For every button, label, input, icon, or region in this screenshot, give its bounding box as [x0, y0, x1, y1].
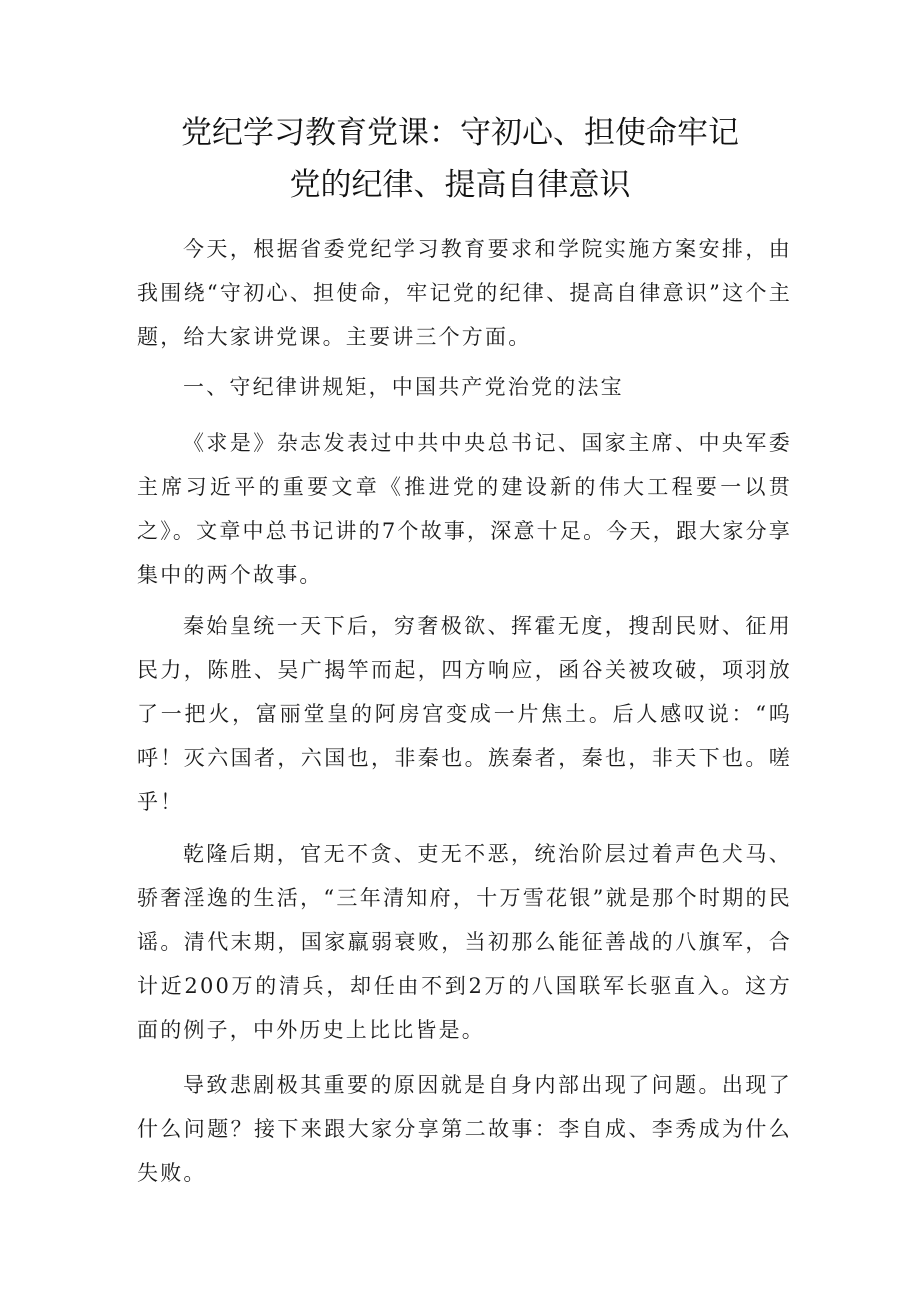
paragraph-intro: 今天，根据省委党纪学习教育要求和学院实施方案安排，由我围绕“守初心、担使命，牢记党的纪律、提高自律意识”这个主题，给大家讲党课。主要讲三个方面。 [137, 237, 792, 349]
paragraph-qiushi: 《求是》杂志发表过中共中央总书记、国家主席、中央军委主席习近平的重要文章《推进党的建设新的伟大工程要一以贯之》。文章中总书记讲的7个故事，深意十足。今天，跟大家分享集中的两个故事。 [137, 431, 792, 587]
document-title-line-1: 党纪学习教育党课：守初心、担使命牢记 [181, 115, 739, 151]
paragraph-qianlong: 乾隆后期，官无不贪、吏无不恶，统治阶层过着声色犬马、骄奢淫逸的生活，“三年清知府，十万雪花银”就是那个时期的民谣。清代末期，国家羸弱衰败，当初那么能征善战的八旗军，合计近200万的清兵，却任由不到2万的八国联军长驱直入。这方面的例子，中外历史上比比皆是。 [137, 842, 792, 1042]
paragraph-cause: 导致悲剧极其重要的原因就是自身内部出现了问题。出现了什么问题？接下来跟大家分享第二故事：李自成、李秀成为什么失败。 [137, 1073, 792, 1185]
section-heading-one: 一、守纪律讲规矩，中国共产党治党的法宝 [183, 375, 624, 399]
paragraph-qin: 秦始皇统一天下后，穷奢极欲、挥霍无度，搜刮民财、征用民力，陈胜、吴广揭竿而起，四方响应，函谷关被攻破，项羽放了一把火，富丽堂皇的阿房宫变成一片焦土。后人感叹说：“呜呼！灭六国者，六国也，非秦也。族秦者，秦也，非天下也。嗟乎！ [137, 614, 792, 814]
document-title-line-2: 党的纪律、提高自律意识 [289, 167, 631, 203]
